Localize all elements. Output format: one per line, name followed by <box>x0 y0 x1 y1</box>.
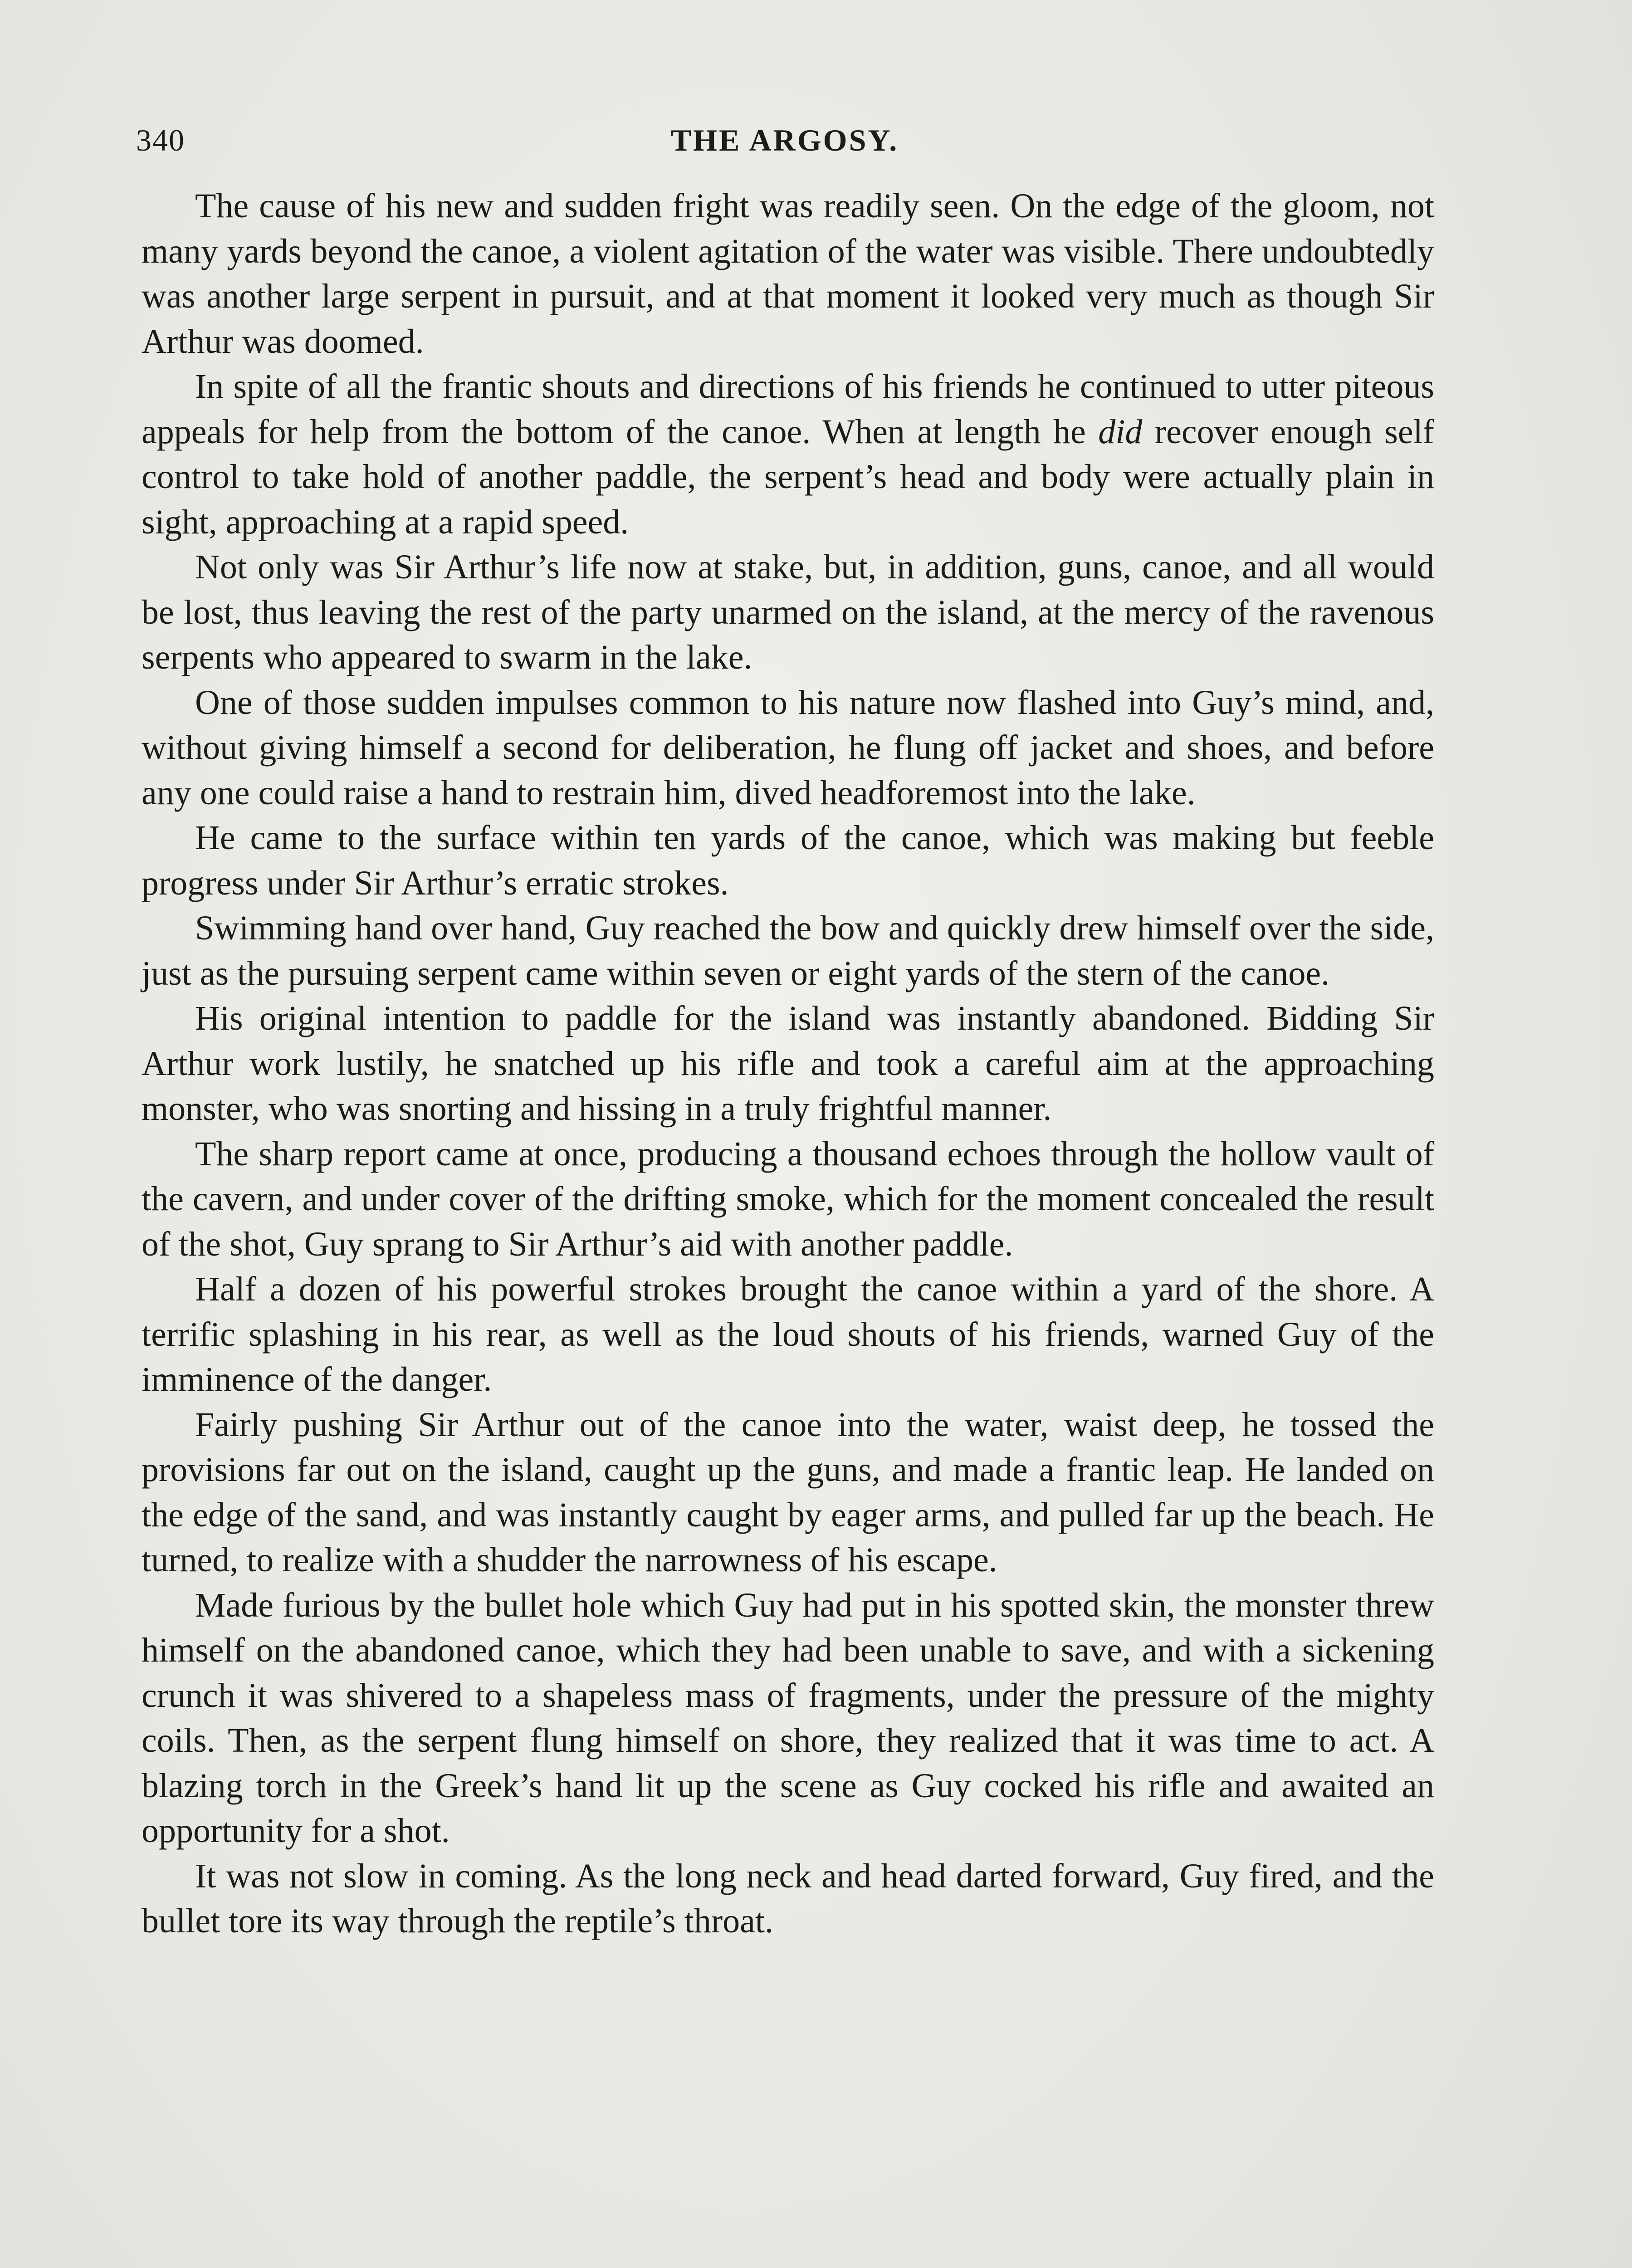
paragraph-7: His original intention to paddle for the island was instantly abandoned. Bidding Sir Arthur work lustily, he snatched up his rifle and took a careful aim at the approaching monster, who was snorting and hissing in a truly frightful manner. <box>142 999 1434 1128</box>
paragraph-2 <box>142 364 1434 545</box>
page-header <box>136 113 1433 168</box>
article-body <box>142 184 1434 1944</box>
paragraph-3: Not only was Sir Arthur’s life now at stake, but, in addition, guns, canoe, and all would be lost, thus leaving the rest of the party unarmed on the island, at the mercy of the ravenous serpents who appeared to swarm in the lake. <box>142 548 1434 676</box>
paragraph-2-part-2: recover enough self control to take hold of another paddle, the serpent’s head and body were actually plain in sight, approaching at a rapid speed. <box>142 412 1434 541</box>
paragraph-10: Fairly pushing Sir Arthur out of the canoe into the water, waist deep, he tossed the provisions far out on the island, caught up the guns, and made a frantic leap. He landed on the edge of the sand, and was instantly caught by eager arms, and pulled far up the beach. He turned, to realize with a shudder the narrowness of his escape. <box>142 1405 1434 1579</box>
page-number: 340 <box>136 123 185 157</box>
paragraph-2-italic-word: did <box>1098 412 1143 451</box>
paragraph-5: He came to the surface within ten yards of the canoe, which was making but feeble progress under Sir Arthur’s erratic strokes. <box>142 819 1434 902</box>
paragraph-2-part-1: In spite of all the frantic shouts and directions of his friends he continued to utter piteous appeals for help from the bottom of the canoe. When at length he <box>142 367 1434 451</box>
paragraph-4: One of those sudden impulses common to his nature now flashed into Guy’s mind, and, without giving himself a second for deliberation, he flung off jacket and shoes, and before any one could raise a hand to restrain him, dived headforemost into the lake. <box>142 683 1434 812</box>
paragraph-11: Made furious by the bullet hole which Guy had put in his spotted skin, the monster threw himself on the abandoned canoe, which they had been unable to save, and with a sickening crunch it was shivered to a shapeless mass of fragments, under the pressure of the mighty coils. Then, as the serpent flung himself on shore, they realized that it was time to act. A blazing torch in the Greek’s hand lit up the scene as Guy cocked his rifle and awaited an opportunity for a shot. <box>142 1586 1434 1850</box>
paragraph-9: Half a dozen of his powerful strokes brought the canoe within a yard of the shore. A terrific splashing in his rear, as well as the loud shouts of his friends, warned Guy of the imminence of the danger. <box>142 1270 1434 1398</box>
paragraph-1: The cause of his new and sudden fright was readily seen. On the edge of the gloom, not many yards beyond the canoe, a violent agitation of the water was visible. There undoubtedly was another large serpent in pursuit, and at that moment it looked very much as though Sir Arthur was doomed. <box>142 187 1434 361</box>
paragraph-12: It was not slow in coming. As the long neck and head darted forward, Guy fired, and the bullet tore its way through the reptile’s throat. <box>142 1857 1434 1940</box>
paragraph-6: Swimming hand over hand, Guy reached the bow and quickly drew himself over the side, just as the pursuing serpent came within seven or eight yards of the stern of the canoe. <box>142 909 1434 992</box>
paragraph-8: The sharp report came at once, producing a thousand echoes through the hollow vault of the cavern, and under cover of the drifting smoke, which for the moment concealed the result of the shot, Guy sprang to Sir Arthur’s aid with another paddle. <box>142 1134 1434 1263</box>
running-title: THE ARGOSY. <box>670 123 899 157</box>
